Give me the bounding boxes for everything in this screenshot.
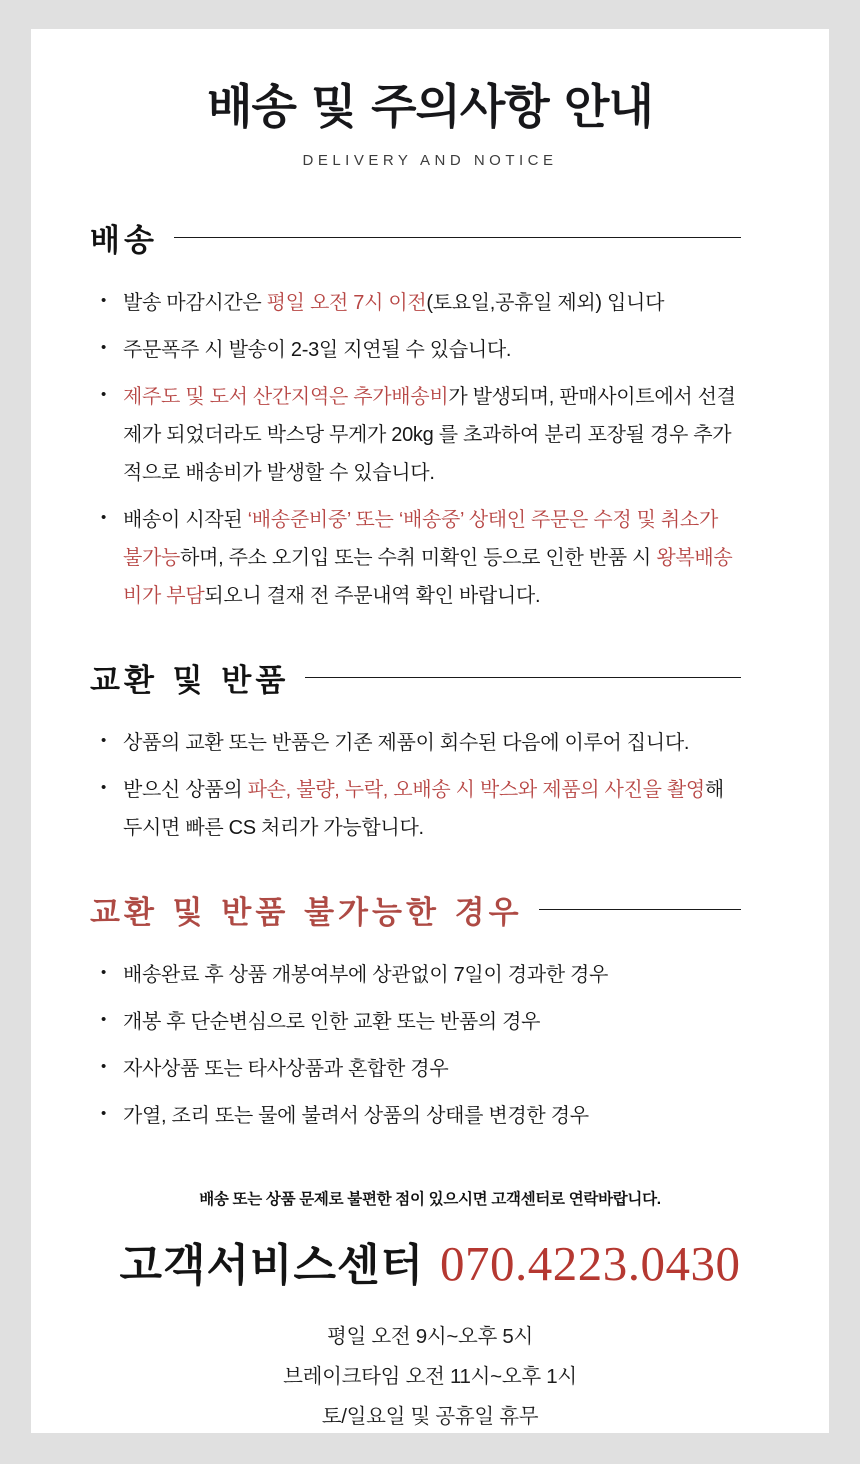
service-center-label: 고객서비스센터 xyxy=(119,1239,425,1291)
bullet-item xyxy=(90,1097,741,1135)
notice-card xyxy=(31,29,829,1433)
bullet-item xyxy=(90,501,741,615)
hours-holiday: 토/일요일 및 공휴일 휴무 xyxy=(321,1404,539,1428)
bullet-item xyxy=(90,1050,741,1088)
body-text: 받으신 상품의 xyxy=(123,778,248,801)
hours-weekday: 평일 오전 9시~오후 5시 xyxy=(326,1324,534,1348)
hours-breaktime: 브레이크타임 오전 11시~오후 1시 xyxy=(283,1364,577,1388)
section-divider-line xyxy=(174,237,741,238)
body-text: 가열, 조리 또는 물에 불려서 상품의 상태를 변경한 경우 xyxy=(123,1104,589,1127)
highlighted-text: 파손, 불량, 누락, 오배송 시 박스와 제품의 사진을 촬영 xyxy=(247,778,705,801)
bullet-item xyxy=(90,724,741,762)
body-text: 되오니 결재 전 주문내역 확인 바랍니다. xyxy=(204,584,541,607)
section-title: 교환 및 반품 xyxy=(90,662,290,699)
highlighted-text: ‘배송준비중’ 또는 ‘배송중’ 상태인 주문은 수정 및 취소가 불가능 xyxy=(123,508,718,569)
body-text: 해 두시면 빠른 CS 처리가 가능합니다. xyxy=(123,778,724,839)
highlighted-text: 제주도 및 도서 산간지역은 추가배송비 xyxy=(123,385,449,408)
bullet-item xyxy=(90,1003,741,1041)
service-center-line xyxy=(31,1229,829,1293)
bullet-item xyxy=(90,956,741,994)
body-text: 가 발생되며, 판매사이트에서 선결제가 되었더라도 박스당 무게가 20kg 를 초과하여 분리 포장될 경우 추가적으로 배송비가 발생할 수 있습니다. xyxy=(123,385,736,484)
section-divider-line xyxy=(305,677,741,678)
bullet-list xyxy=(90,724,741,847)
page-subtitle: DELIVERY AND NOTICE xyxy=(302,151,558,169)
section-header xyxy=(90,887,741,932)
section-title: 배송 xyxy=(90,222,158,259)
bullet-item xyxy=(90,771,741,847)
highlighted-text: 평일 오전 7시 이전 xyxy=(266,291,427,314)
bullet-item xyxy=(90,331,741,369)
section-header xyxy=(90,655,741,700)
notice-header xyxy=(31,79,829,169)
section-not-allowed xyxy=(90,887,741,1135)
body-text: 자사상품 또는 타사상품과 혼합한 경우 xyxy=(123,1057,449,1080)
section-exchange-return xyxy=(90,655,741,847)
bullet-item xyxy=(90,378,741,492)
body-text: 상품의 교환 또는 반품은 기존 제품이 회수된 다음에 이루어 집니다. xyxy=(123,731,690,754)
business-hours xyxy=(31,1317,829,1437)
body-text: 주문폭주 시 발송이 2-3일 지연될 수 있습니다. xyxy=(123,338,512,361)
notice-footer xyxy=(31,1187,829,1437)
section-title: 교환 및 반품 불가능한 경우 xyxy=(90,894,523,931)
bullet-list xyxy=(90,284,741,615)
body-text: 개봉 후 단순변심으로 인한 교환 또는 반품의 경우 xyxy=(123,1010,541,1033)
bullet-list xyxy=(90,956,741,1135)
notice-sections xyxy=(31,215,829,1135)
highlighted-text: 왕복배송비가 부담 xyxy=(123,546,733,607)
body-text: 배송이 시작된 xyxy=(123,508,248,531)
contact-note: 배송 또는 상품 문제로 불편한 점이 있으시면 고객센터로 연락바랍니다. xyxy=(199,1190,661,1208)
section-header xyxy=(90,215,741,260)
bullet-item xyxy=(90,284,741,322)
page-title: 배송 및 주의사항 안내 xyxy=(207,80,653,135)
service-center-phone: 070.4223.0430 xyxy=(440,1235,741,1291)
body-text: 발송 마감시간은 xyxy=(123,291,267,314)
section-delivery xyxy=(90,215,741,615)
body-text: 하며, 주소 오기입 또는 수취 미확인 등으로 인한 반품 시 xyxy=(180,546,657,569)
section-divider-line xyxy=(539,909,741,910)
body-text: (토요일,공휴일 제외) 입니다 xyxy=(426,291,665,314)
body-text: 배송완료 후 상품 개봉여부에 상관없이 7일이 경과한 경우 xyxy=(123,963,609,986)
